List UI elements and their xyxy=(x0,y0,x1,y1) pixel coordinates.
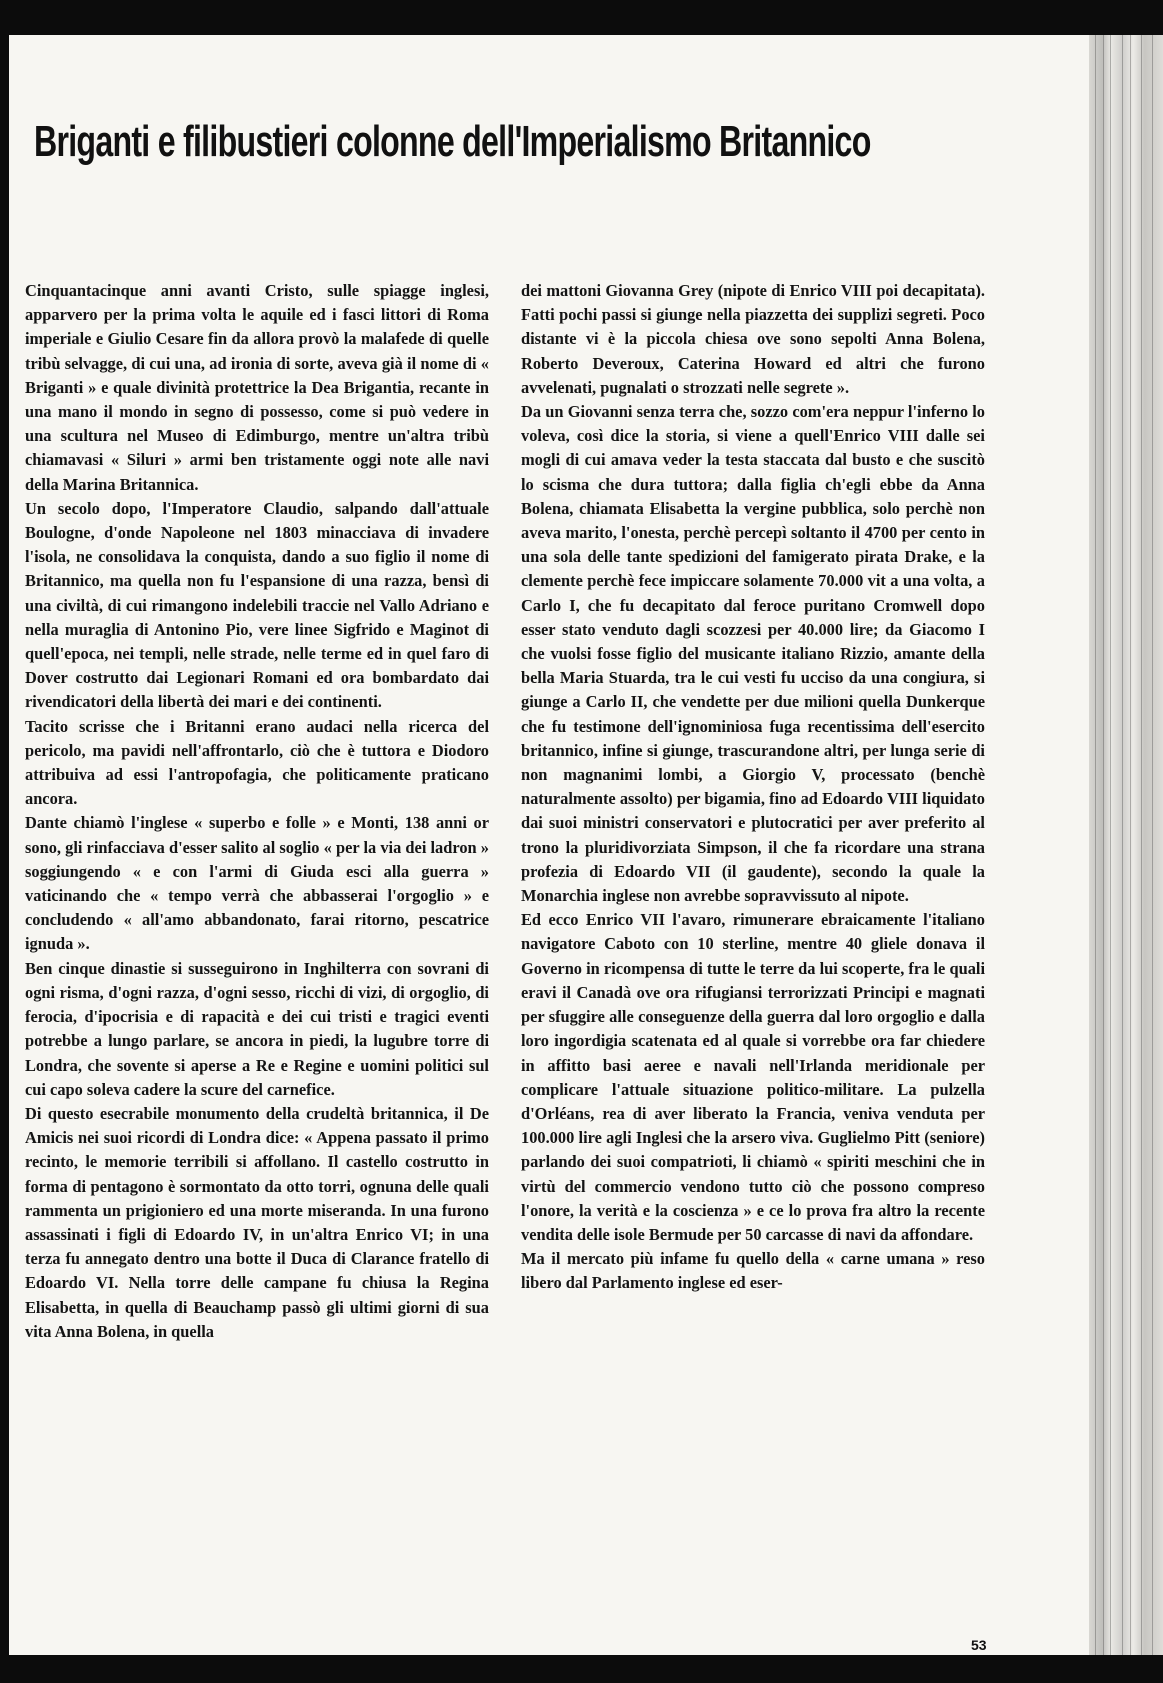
page-number: 53 xyxy=(971,1637,987,1653)
paragraph: Di questo esecrabile monumento della crudeltà britannica, il De Amicis nei suoi ricordi di Londra dice: « Appena passato il primo recinto, le memorie terribili si affollano. Il castello costrutto in forma di pentagono è sormontato da otto torri, ognuna delle quali rammenta un prigioniero ed una morte miseranda. In una furono assassinati i figli di Edoardo IV, in un'altra Enrico VI; in una terza fu annegato dentro una botte il Duca di Clarance fratello di Edoardo VI. Nella torre delle campane fu chiusa la Regina Elisabetta, in quella di Beauchamp passò gli ultimi giorni di sua vita Anna Bolena, in quella xyxy=(25,1103,489,1341)
magazine-page xyxy=(9,35,1089,1655)
stacked-page-edges xyxy=(1089,35,1163,1655)
paragraph: Ed ecco Enrico VII l'avaro, rimunerare ebraicamente l'italiano navigatore Caboto con 10 sterline, mentre 40 gliele donava il Governo in ricompensa di tutte le terre da lui scoperte, fra le quali eravi il Canadà ove ora rifugiansi terrorizzati Principi e magnati per sfuggire alle conseguenze della guerra dal loro orgoglio e dalla loro ingordigia scatenata ed al quale si vorrebbe ora far chiedere in affitto basi aeree e navali nell'Irlanda meridionale per complicare l'attuale situazione politico-militare. La pulzella d'Orléans, rea di aver liberato la Francia, veniva venduta per 100.000 lire agli Inglesi che la arsero viva. Guglielmo Pitt (seniore) parlando dei suoi compatrioti, li chiamò « spiriti meschini che in virtù del commercio vendono tutto ciò che possono compreso l'onore, la verità e la coscienza » e ce lo prova fra altro la recente vendita delle isole Bermude per 50 carcasse di navi da affondare. xyxy=(521,910,985,1244)
paragraph: Da un Giovanni senza terra che, sozzo com'era neppur l'inferno lo voleva, così dice la storia, si viene a quell'Enrico VIII dalle sei mogli di cui amava veder la testa staccata dal busto e che suscitò lo scisma che dura tuttora; dalla figlia ch'egli ebbe da Anna Bolena, chiamata Elisabetta la vergine pubblica, solo perchè non aveva marito, l'onesta, perchè percepì soltanto il 4700 per cento in una sola delle tante spedizioni del famigerato pirata Drake, e la clemente perchè fece impiccare solamente 70.000 vit a una volta, a Carlo I, che fu decapitato dal feroce puritano Cromwell dopo esser stato venduto dagli scozzesi per 40.000 lire; da Giacomo I che vuolsi fosse figlio del musicante italiano Rizzio, amante della bella Maria Stuarda, tra le cui vesti fu ucciso da una congiura, si giunge a Carlo II, che vendette per due milioni quella Dunkerque che fu testimone dell'ignominiosa fuga recentissima dell'esercito britannico, infine si giunge, trascurandone altri, per lunga serie di non magnanimi lombi, a Giorgio V, processato (benchè naturalmente assolto) per bigamia, fino ad Edoardo VIII liquidato dai suoi ministri conservatori e plutocratici per aver preferito al trono la pluridivorziata Simpson, il che fa ricordare una strana profezia di Edoardo VII (il gaudente), secondo la quale la Monarchia inglese non avrebbe sopravvissuto al nipote. xyxy=(521,402,985,906)
right-column xyxy=(521,279,985,1296)
paragraph: dei mattoni Giovanna Grey (nipote di Enrico VIII poi decapitata). Fatti pochi passi si giunge nella piazzetta dei supplizi segreti. Poco distante vi è la piccola chiesa ove sono sepolti Anna Bolena, Roberto Deveroux, Caterina Howard ed altri che furono avvelenati, pugnalati o strozzati nelle segrete ». xyxy=(521,281,985,397)
paragraph: Tacito scrisse che i Britanni erano audaci nella ricerca del pericolo, ma pavidi nell'affrontarlo, ciò che è tuttora e Diodoro attribuiva ad essi l'antropofagia, che politicamente praticano ancora. xyxy=(25,716,489,809)
paragraph: Un secolo dopo, l'Imperatore Claudio, salpando dall'attuale Boulogne, d'onde Napoleone nel 1803 minacciava di invadere l'isola, ne consolidava la conquista, dando a suo figlio il nome di Britannico, ma quella non fu l'espansione di una razza, bensì di una civiltà, di cui rimangono indelebili traccie nel Vallo Adriano e nella muraglia di Antonino Pio, vere linee Sigfrido e Maginot di quell'epoca, nei templi, nelle strade, nelle terme ed in quel faro di Dover costrutto dai Legionari Romani ed ora bombardato dai rivendicatori della libertà dei mari e dei continenti. xyxy=(25,498,489,712)
paragraph: Cinquantacinque anni avanti Cristo, sulle spiagge inglesi, apparvero per la prima volta le aquile ed i fasci littori di Roma imperiale e Giulio Cesare fin da allora provò la malafede di quelle tribù selvagge, di cui una, ad ironia di sorte, aveva già il nome di « Briganti » e quale divinità protettrice la Dea Brigantia, recante in una mano il mondo in segno di possesso, come si può vedere in una scultura nel Museo di Edimburgo, mentre un'altra tribù chiamavasi « Siluri » armi ben tristamente oggi note alle navi della Marina Britannica. xyxy=(25,281,489,494)
article-title: Briganti e filibustieri colonne dell'Imperialismo Britannico xyxy=(34,117,871,166)
paragraph: Ben cinque dinastie si susseguirono in Inghilterra con sovrani di ogni risma, d'ogni razza, d'ogni sesso, ricchi di vizi, di orgoglio, di ferocia, d'ipocrisia e di rapacità e dei cui tristi e tragici eventi potrebbe a lungo parlare, se ancora in piedi, la lugubre torre di Londra, che sovente si aperse a Re e Regine e uomini politici sul cui capo soleva cadere la scure del carnefice. xyxy=(25,958,489,1099)
paragraph: Dante chiamò l'inglese « superbo e folle » e Monti, 138 anni or sono, gli rinfacciava d'esser salito al soglio « per la via dei ladron » soggiungendo « e con l'armi di Giuda esci alla guerra » vaticinando che « tempo verrà che abbasserai l'orgoglio » e concludendo « all'amo abbandonato, farai ritorno, pescatrice ignuda ». xyxy=(25,813,489,954)
left-column xyxy=(25,279,489,1344)
paragraph: Ma il mercato più infame fu quello della « carne umana » reso libero dal Parlamento inglese ed eser- xyxy=(521,1249,985,1293)
